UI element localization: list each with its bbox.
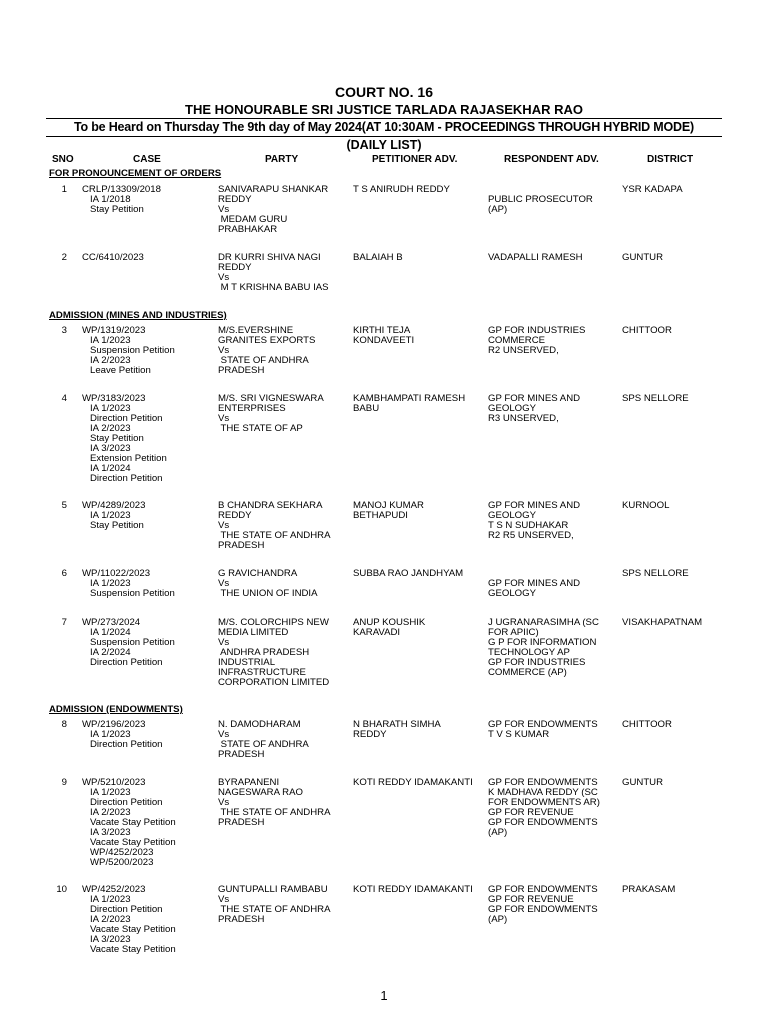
row-respondent: GP FOR ENDOWMENTS K MADHAVA REDDY (SC FOR ENDOWMENTS AR) GP FOR REVENUE GP FOR ENDOWMENTS (AP)	[488, 777, 600, 838]
section-pronouncement: FOR PRONOUNCEMENT OF ORDERS	[49, 168, 222, 179]
row-case: CRLP/13309/2018 IA 1/2018 Stay Petition	[82, 184, 161, 215]
row-petitioner: KOTI REDDY IDAMAKANTI	[353, 884, 473, 895]
row-respondent: PUBLIC PROSECUTOR (AP)	[488, 194, 593, 215]
row-respondent: GP FOR MINES AND GEOLOGY R3 UNSERVED,	[488, 393, 581, 424]
row-district: KURNOOL	[622, 500, 670, 511]
row-district: GUNTUR	[622, 777, 664, 788]
row-party: M/S. SRI VIGNESWARA ENTERPRISES Vs THE STATE OF AP	[218, 393, 324, 434]
row-party: N. DAMODHARAM Vs STATE OF ANDHRA PRADESH	[218, 719, 309, 760]
row-case: WP/5210/2023 IA 1/2023 Direction Petition IA 2/2023 Vacate Stay Petition IA 3/2023 Vacate Stay Petition WP/4252/2023 WP/5200/2023	[82, 777, 176, 868]
row-case: WP/4289/2023 IA 1/2023 Stay Petition	[82, 500, 146, 531]
row-petitioner: MANOJ KUMAR BETHAPUDI	[353, 500, 424, 521]
row-respondent: GP FOR ENDOWMENTS T V S KUMAR	[488, 719, 598, 740]
row-case: WP/2196/2023 IA 1/2023 Direction Petition	[82, 719, 163, 750]
row-respondent: J UGRANARASIMHA (SC FOR APIIC) G P FOR INFORMATION TECHNOLOGY AP GP FOR INDUSTRIES COMMERCE (AP)	[488, 617, 599, 678]
row-case: WP/273/2024 IA 1/2024 Suspension Petition IA 2/2024 Direction Petition	[82, 617, 175, 668]
col-district: DISTRICT	[647, 154, 694, 165]
col-respondent: RESPONDENT ADV.	[504, 154, 599, 165]
row-district: SPS NELLORE	[622, 393, 689, 404]
row-district: CHITTOOR	[622, 325, 672, 336]
judge-name: THE HONOURABLE SRI JUSTICE TARLADA RAJASEKHAR RAO	[185, 102, 583, 117]
row-petitioner: T S ANIRUDH REDDY	[353, 184, 450, 195]
row-sno: 6	[61, 568, 67, 579]
row-sno: 5	[61, 500, 67, 511]
hearing-info: To be Heard on Thursday The 9th day of May 2024(AT 10:30AM - PROCEEDINGS THROUGH HYBRID MODE)	[46, 118, 722, 137]
row-petitioner: BALAIAH B	[353, 252, 403, 263]
row-case: WP/3183/2023 IA 1/2023 Direction Petition IA 2/2023 Stay Petition IA 3/2023 Extension Petition IA 1/2024 Direction Petition	[82, 393, 167, 484]
row-respondent: GP FOR ENDOWMENTS GP FOR REVENUE GP FOR ENDOWMENTS (AP)	[488, 884, 598, 925]
row-petitioner: ANUP KOUSHIK KARAVADI	[353, 617, 426, 638]
row-respondent: GP FOR INDUSTRIES COMMERCE R2 UNSERVED,	[488, 325, 586, 356]
list-type: (DAILY LIST)	[346, 138, 422, 152]
court-number: COURT NO. 16	[334, 84, 433, 100]
row-sno: 2	[61, 252, 67, 263]
row-petitioner: KOTI REDDY IDAMAKANTI	[353, 777, 473, 788]
row-petitioner: N BHARATH SIMHA REDDY	[353, 719, 441, 740]
row-petitioner: KIRTHI TEJA KONDAVEETI	[353, 325, 415, 346]
row-respondent: GP FOR MINES AND GEOLOGY	[488, 578, 581, 599]
row-petitioner: SUBBA RAO JANDHYAM	[353, 568, 464, 579]
row-petitioner: KAMBHAMPATI RAMESH BABU	[353, 393, 466, 414]
row-party: B CHANDRA SEKHARA REDDY Vs THE STATE OF ANDHRA PRADESH	[218, 500, 331, 551]
row-party: SANIVARAPU SHANKAR REDDY Vs MEDAM GURU PRABHAKAR	[218, 184, 329, 235]
row-party: G RAVICHANDRA Vs THE UNION OF INDIA	[218, 568, 318, 599]
row-party: M/S. COLORCHIPS NEW MEDIA LIMITED Vs ANDHRA PRADESH INDUSTRIAL INFRASTRUCTURE CORPORATION LIMITED	[218, 617, 330, 688]
row-sno: 8	[61, 719, 67, 730]
row-case: WP/4252/2023 IA 1/2023 Direction Petition IA 2/2023 Vacate Stay Petition IA 3/2023 Vacate Stay Petition	[82, 884, 176, 955]
row-sno: 9	[61, 777, 67, 788]
page-number: 1	[380, 988, 388, 1003]
row-district: YSR KADAPA	[622, 184, 683, 195]
row-respondent: VADAPALLI RAMESH	[488, 252, 583, 263]
row-sno: 7	[61, 617, 67, 628]
row-district: VISAKHAPATNAM	[622, 617, 703, 628]
row-case: WP/11022/2023 IA 1/2023 Suspension Petition	[82, 568, 175, 599]
row-district: PRAKASAM	[622, 884, 676, 895]
section-endowments: ADMISSION (ENDOWMENTS)	[49, 704, 183, 715]
row-case: WP/1319/2023 IA 1/2023 Suspension Petition IA 2/2023 Leave Petition	[82, 325, 175, 376]
row-sno: 1	[61, 184, 67, 195]
row-case: CC/6410/2023	[82, 252, 144, 263]
row-district: GUNTUR	[622, 252, 664, 263]
col-case: CASE	[133, 154, 161, 165]
col-party: PARTY	[265, 154, 299, 165]
row-sno: 4	[61, 393, 67, 404]
row-respondent: GP FOR MINES AND GEOLOGY T S N SUDHAKAR R2 R5 UNSERVED,	[488, 500, 581, 541]
row-district: CHITTOOR	[622, 719, 672, 730]
row-party: BYRAPANENI NAGESWARA RAO Vs THE STATE OF ANDHRA PRADESH	[218, 777, 331, 828]
row-sno: 10	[56, 884, 67, 895]
row-district: SPS NELLORE	[622, 568, 689, 579]
row-sno: 3	[61, 325, 67, 336]
row-party: DR KURRI SHIVA NAGI REDDY Vs M T KRISHNA BABU IAS	[218, 252, 329, 293]
row-party: M/S.EVERSHINE GRANITES EXPORTS Vs STATE OF ANDHRA PRADESH	[218, 325, 316, 376]
section-mines-industries: ADMISSION (MINES AND INDUSTRIES)	[49, 310, 227, 321]
row-party: GUNTUPALLI RAMBABU Vs THE STATE OF ANDHRA PRADESH	[218, 884, 331, 925]
col-sno: SNO	[52, 154, 74, 165]
col-petitioner: PETITIONER ADV.	[372, 154, 458, 165]
